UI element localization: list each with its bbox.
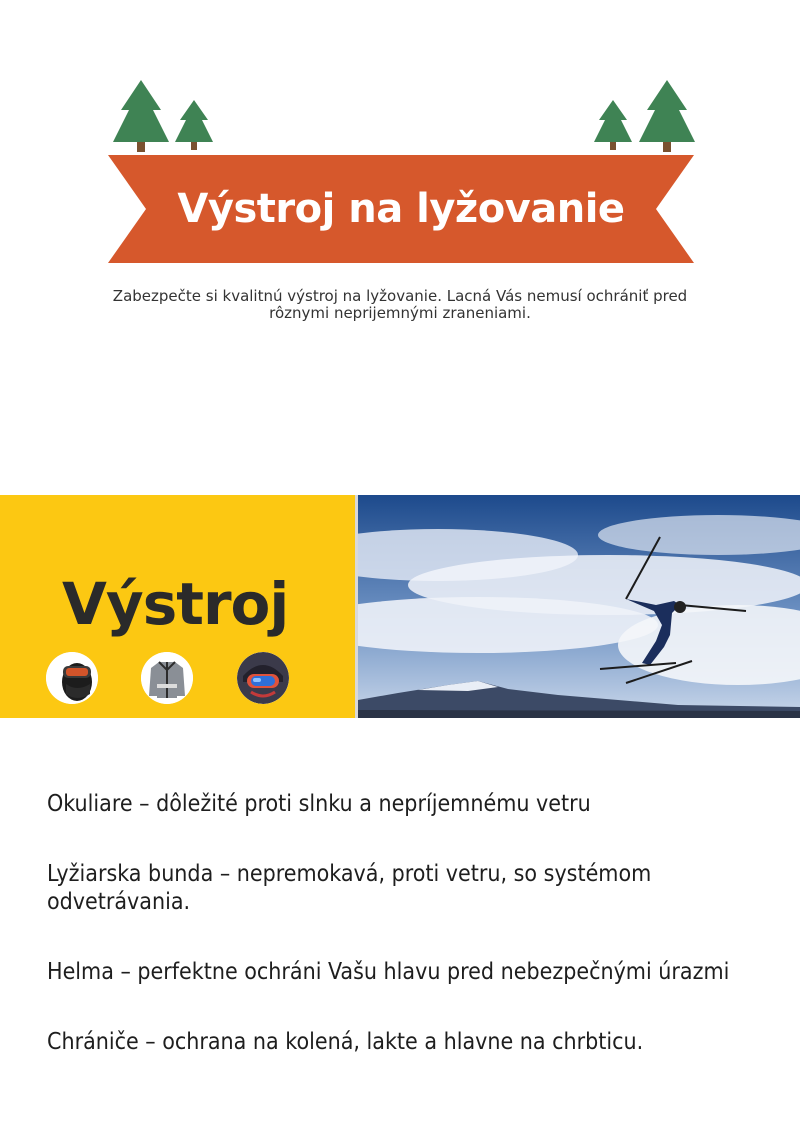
tree-icon [594, 100, 632, 150]
goggles-mask-icon [46, 652, 98, 704]
skier-photo [358, 495, 800, 718]
section-title: Výstroj [62, 570, 289, 638]
helmet-goggles-icon [237, 652, 289, 704]
intro-line-1: Zabezpečte si kvalitnú výstroj na lyžovanie. Lacná Vás nemusí ochrániť pred [112, 287, 688, 305]
tree-icon [639, 80, 695, 152]
intro-line-2: rôznymi neprijemnými zraneniami. [269, 304, 531, 322]
list-item: Lyžiarska bunda – nepremokavá, proti vetru, so systémom odvetrávania. [47, 861, 652, 915]
tree-icon [175, 100, 213, 150]
equipment-list [47, 790, 777, 1056]
list-item: Chrániče – ochrana na kolená, lakte a hlavne na chrbticu. [47, 1029, 644, 1055]
list-item: Helma – perfektne ochráni Vašu hlavu pred nebezpečnými úrazmi [47, 959, 730, 985]
list-item: Okuliare – dôležité proti slnku a nepríjemnému vetru [47, 791, 591, 817]
page-title: Výstroj na lyžovanie [177, 186, 625, 232]
tree-icon [113, 80, 169, 152]
ski-jacket-icon [141, 652, 193, 704]
intro-text [90, 288, 710, 322]
